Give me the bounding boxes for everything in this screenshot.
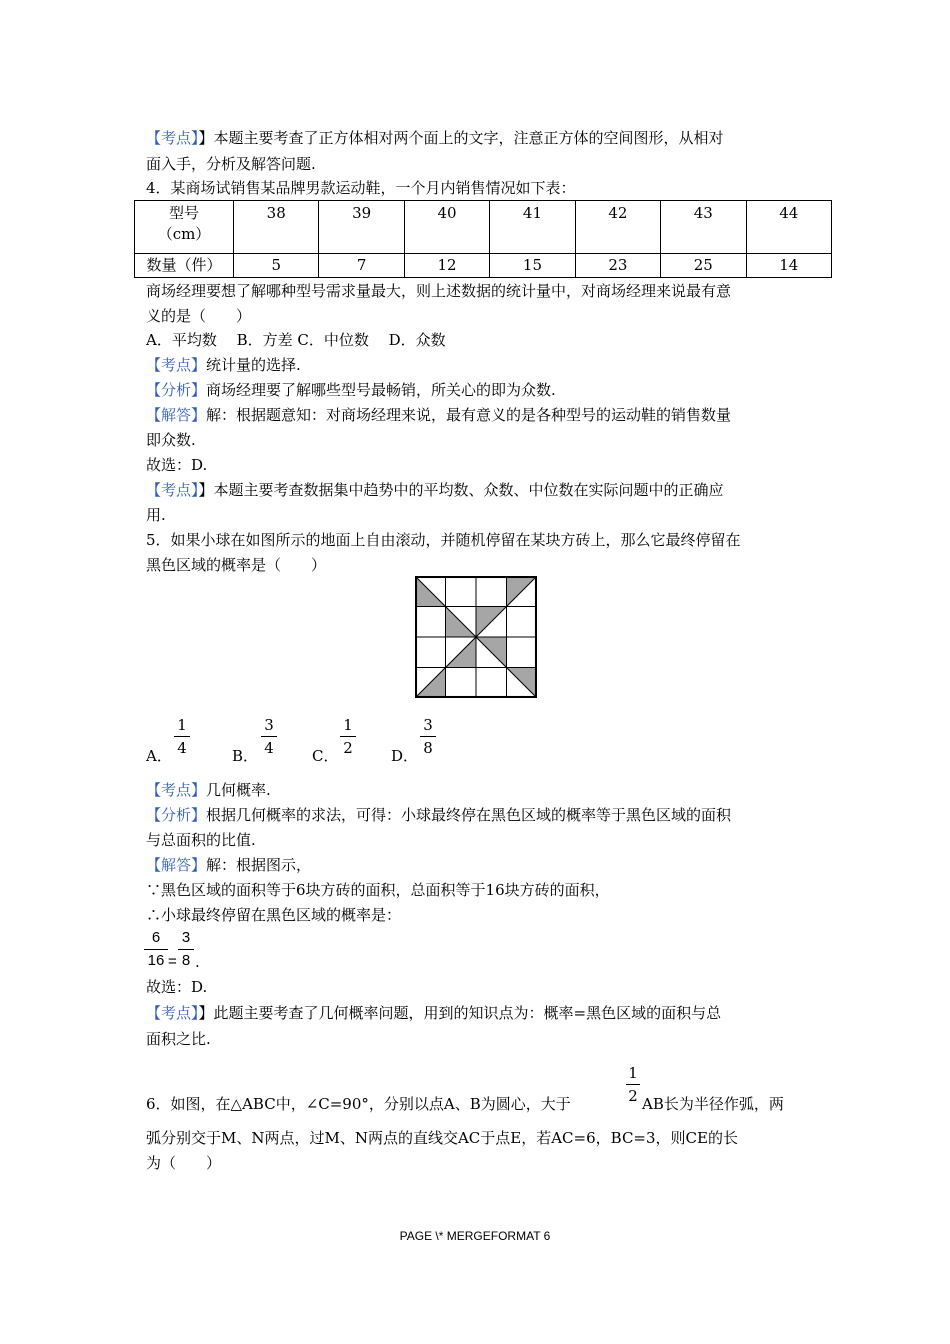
- calc-fraction-2: 3 8: [178, 929, 194, 970]
- q5-answer: 故选：D.: [146, 978, 208, 996]
- q4-jieda-line1: 【解答】解：根据题意知：对商场经理来说，最有意义的是各种型号的运动鞋的销售数量: [146, 406, 732, 424]
- q4-question-line1: 商场经理要想了解哪种型号需求量最大，则上述数据的统计量中，对商场经理来说最有意: [146, 282, 732, 300]
- q4-jieda-line2: 即众数.: [146, 431, 196, 449]
- q5-comment-line2: 面积之比.: [146, 1030, 211, 1048]
- count-cell: 14: [746, 254, 831, 278]
- size-cell: 39: [319, 201, 404, 254]
- size-cell: 44: [746, 201, 831, 254]
- calc-fraction-1: 6 16: [144, 929, 168, 970]
- q4-question-line2: 义的是（ ）: [146, 307, 252, 325]
- grid-lines: [415, 576, 537, 698]
- calc-equals: =: [168, 953, 177, 970]
- prev-comment-line1: 【考点】】本题主要考查了正方体相对两个面上的文字，注意正方体的空间图形，从相对: [146, 129, 724, 147]
- q5-jieda: 【解答】解：根据图示，: [146, 856, 312, 874]
- prev-comment-line2: 面入手，分析及解答问题.: [146, 155, 316, 173]
- count-cell: 12: [404, 254, 489, 278]
- count-cell: 25: [661, 254, 746, 278]
- option-a-label: A．: [146, 747, 172, 765]
- q4-stem: 4．某商场试销售某品牌男款运动鞋，一个月内销售情况如下表：: [146, 179, 576, 197]
- q5-because: ∵黑色区域的面积等于6块方砖的面积，总面积等于16块方砖的面积，: [146, 881, 610, 899]
- page-footer: PAGE \* MERGEFORMAT 6: [399, 1229, 551, 1243]
- q4-kaodian: 【考点】统计量的选择.: [146, 356, 301, 374]
- size-cell: 41: [490, 201, 575, 254]
- tile-grid-figure: [415, 576, 537, 698]
- q5-stem-line2: 黑色区域的概率是（ ）: [146, 556, 327, 574]
- count-cell: 15: [490, 254, 575, 278]
- q4-comment-line2: 用.: [146, 506, 166, 524]
- q5-stem-line1: 5．如果小球在如图所示的地面上自由滚动，并随机停留在某块方砖上，那么它最终停留在: [146, 531, 741, 549]
- q5-comment-line1: 【考点】】此题主要考查了几何概率问题，用到的知识点为：概率=黑色区域的面积与总: [146, 1004, 722, 1022]
- count-cell: 5: [234, 254, 319, 278]
- q4-fenxi: 【分析】商场经理要了解哪些型号最畅销，所关心的即为众数.: [146, 381, 556, 399]
- option-c-fraction: 1 2: [340, 716, 356, 757]
- q5-fenxi-line2: 与总面积的比值.: [146, 831, 256, 849]
- option-d-fraction: 3 8: [420, 716, 436, 757]
- q5-fenxi-line1: 【分析】根据几何概率的求法，可得：小球最终停在黑色区域的概率等于黑色区域的面积: [146, 806, 732, 824]
- q6-stem-part2: AB长为半径作弧，两: [642, 1095, 784, 1113]
- q6-line3: 为（ ）: [146, 1154, 222, 1172]
- q5-therefore: ∴小球最终停留在黑色区域的概率是：: [146, 906, 402, 924]
- table-row-sizes: [135, 201, 832, 254]
- calc-period: .: [195, 953, 200, 971]
- q5-kaodian: 【考点】几何概率.: [146, 781, 271, 799]
- size-header-cell: 型号 （cm）: [135, 201, 234, 254]
- q4-comment-line1: 【考点】】本题主要考查数据集中趋势中的平均数、众数、中位数在实际问题中的正确应: [146, 481, 724, 499]
- q4-options: A．平均数 B．方差 C．中位数 D．众数: [146, 331, 446, 349]
- size-cell: 38: [234, 201, 319, 254]
- option-a-fraction: 1 4: [174, 716, 190, 757]
- table-row-counts: [135, 254, 832, 278]
- count-cell: 23: [575, 254, 660, 278]
- option-b-label: B．: [232, 747, 259, 765]
- q4-answer: 故选：D.: [146, 456, 208, 474]
- q6-line2: 弧分别交于M、N两点，过M、N两点的直线交AC于点E，若AC=6，BC=3，则CE的长: [146, 1129, 738, 1147]
- sales-table: [134, 200, 832, 278]
- comment-tag: 【考点】: [146, 129, 199, 147]
- option-c-label: C．: [312, 747, 339, 765]
- option-b-fraction: 3 4: [261, 716, 277, 757]
- q6-stem-part1: 6．如图，在△ABC中，∠C=90°，分别以点A、B为圆心，大于: [146, 1095, 571, 1113]
- option-d-label: D．: [391, 747, 419, 765]
- q6-half-fraction: 1 2: [626, 1064, 640, 1105]
- count-header-cell: 数量（件）: [135, 254, 234, 278]
- size-cell: 40: [404, 201, 489, 254]
- count-cell: 7: [319, 254, 404, 278]
- size-cell: 42: [575, 201, 660, 254]
- size-cell: 43: [661, 201, 746, 254]
